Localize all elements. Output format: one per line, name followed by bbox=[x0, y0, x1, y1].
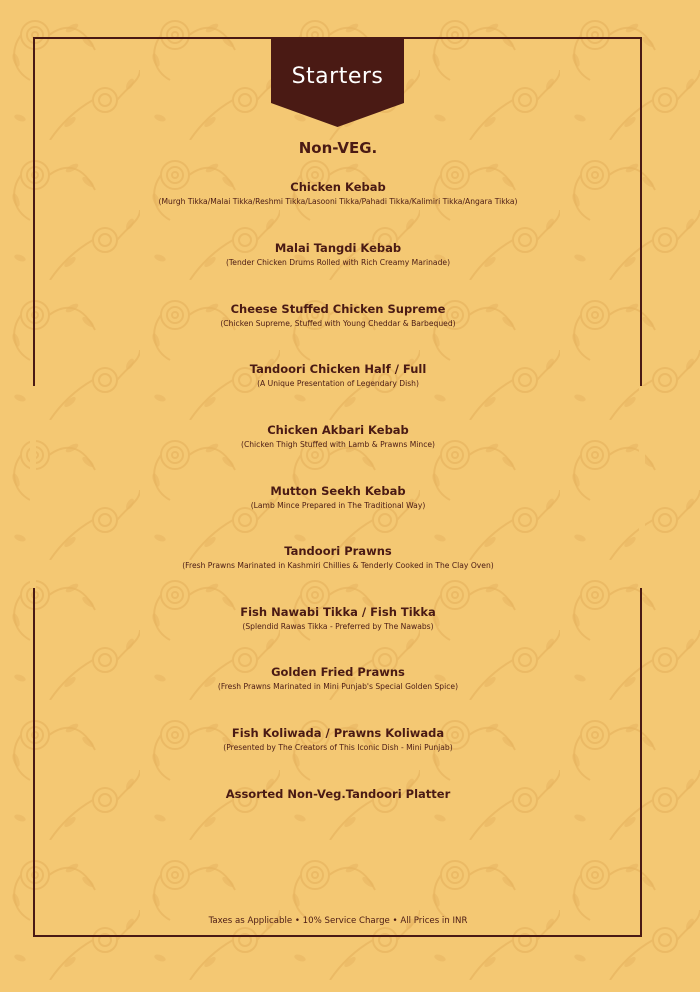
menu-item bbox=[0, 180, 676, 208]
menu-item bbox=[0, 423, 676, 451]
item-description: (Chicken Thigh Stuffed with Lamb & Prawns Mince) bbox=[240, 440, 436, 449]
menu-item bbox=[0, 484, 676, 512]
menu-item bbox=[0, 544, 676, 572]
menu-item bbox=[0, 605, 676, 633]
item-name: Fish Nawabi Tikka / Fish Tikka bbox=[240, 605, 436, 619]
item-description: (Splendid Rawas Tikka - Preferred by The Nawabs) bbox=[242, 622, 434, 631]
item-description: (Presented by The Creators of This Iconic Dish - Mini Punjab) bbox=[223, 743, 453, 752]
menu-item bbox=[0, 362, 676, 390]
item-name: Mutton Seekh Kebab bbox=[270, 484, 406, 498]
item-name: Malai Tangdi Kebab bbox=[274, 241, 402, 255]
item-description: (Chicken Supreme, Stuffed with Young Cheddar & Barbequed) bbox=[220, 319, 456, 328]
menu-item bbox=[0, 787, 676, 802]
section-title: Non-VEG. bbox=[298, 139, 378, 157]
item-name: Golden Fried Prawns bbox=[271, 665, 405, 679]
item-description: (Fresh Prawns Marinated in Mini Punjab's Special Golden Spice) bbox=[217, 682, 459, 691]
item-description: (Tender Chicken Drums Rolled with Rich Creamy Marinade) bbox=[225, 258, 451, 267]
item-name: Cheese Stuffed Chicken Supreme bbox=[230, 302, 446, 316]
menu-item bbox=[0, 302, 676, 330]
item-description: (Murgh Tikka/Malai Tikka/Reshmi Tikka/Lasooni Tikka/Pahadi Tikka/Kalimiri Tikka/Angara Tikka) bbox=[158, 197, 518, 206]
item-name: Assorted Non-Veg.Tandoori Platter bbox=[225, 787, 451, 801]
item-name: Fish Koliwada / Prawns Koliwada bbox=[231, 726, 445, 740]
menu-item bbox=[0, 241, 676, 269]
menu-item bbox=[0, 726, 676, 754]
menu-item bbox=[0, 665, 676, 693]
item-name: Tandoori Chicken Half / Full bbox=[249, 362, 427, 376]
banner-title: Starters bbox=[291, 64, 384, 89]
item-name: Tandoori Prawns bbox=[284, 544, 392, 558]
item-description: (A Unique Presentation of Legendary Dish) bbox=[257, 379, 419, 388]
item-description: (Lamb Mince Prepared in The Traditional Way) bbox=[250, 501, 426, 510]
footer-note: Taxes as Applicable • 10% Service Charge • All Prices in INR bbox=[208, 916, 468, 926]
item-description: (Fresh Prawns Marinated in Kashmiri Chillies & Tenderly Cooked in The Clay Oven) bbox=[182, 561, 494, 570]
item-name: Chicken Kebab bbox=[290, 180, 386, 194]
item-name: Chicken Akbari Kebab bbox=[267, 423, 409, 437]
